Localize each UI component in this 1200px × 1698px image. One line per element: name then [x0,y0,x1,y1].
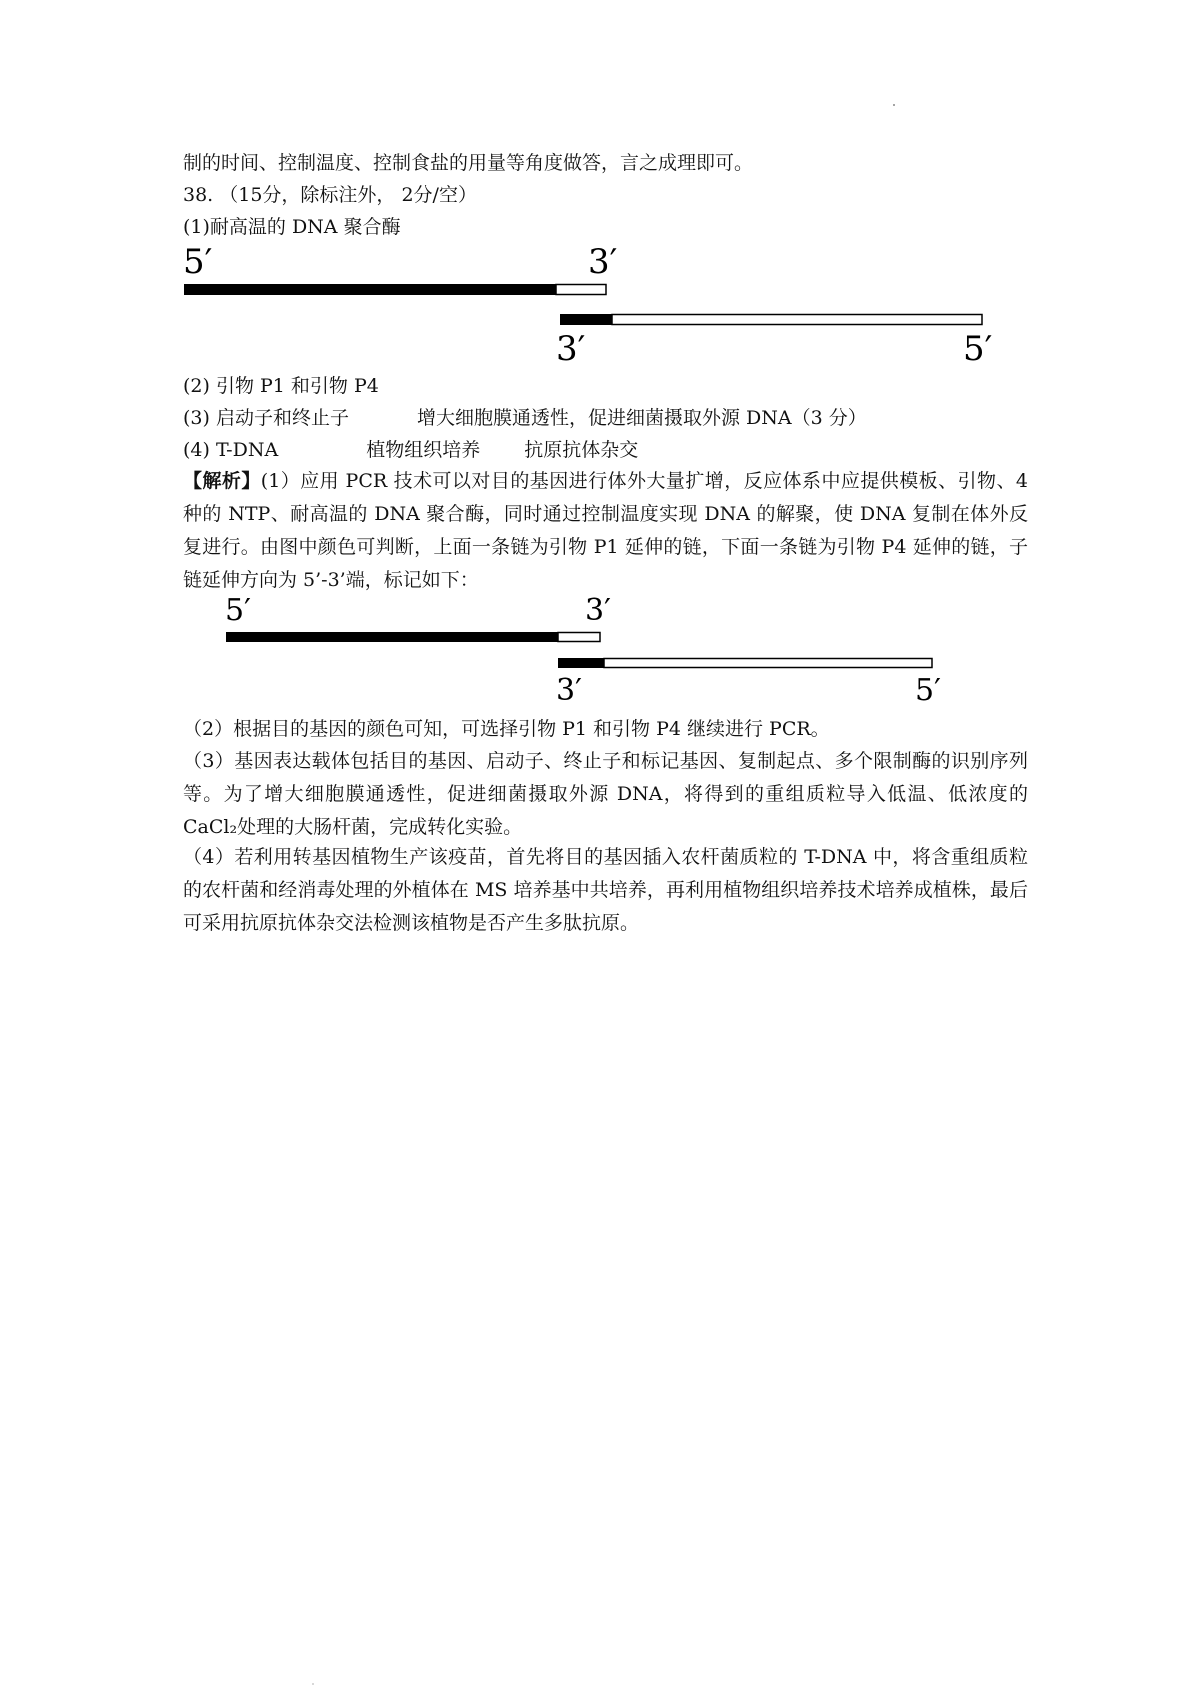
answer-4-part-3: 抗原抗体杂交 [524,439,639,461]
bottom-strand-template-segment [604,659,932,668]
label-5prime-top-left: 5′ [225,593,251,628]
answer-3-part-1: (3) 启动子和终止子 [183,407,349,429]
answer-4-part-2: 植物组织培养 [366,439,481,461]
label-5prime-bottom-right: 5′ [915,673,941,708]
analysis-paragraph-3: （3）基因表达载体包括目的基因、启动子、终止子和标记基因、复制起点、多个限制酶的识别序列等。为了增大细胞膜通透性，促进细菌摄取外源 DNA，将得到的重组质粒导入低温、低浓度的 CaCl₂处理的大肠杆菌，完成转化实验。 [183,750,1028,838]
analysis-text-1: (1）应用 PCR 技术可以对目的基因进行体外大量扩增，反应体系中应提供模板、引物、4 种的 NTP、耐高温的 DNA 聚合酶，同时通过控制温度实现 DNA 的解聚，使 DNA 复制在体外反复进行。由图中颜色可判断，上面一条链为引物 P1 延伸的链，下面一条链为引物 P4 延伸的链，子链延伸方向为 5’-3’端，标记如下： [183,470,1028,591]
scan-speck [312,1683,314,1685]
answer-1: (1)耐高温的 DNA 聚合酶 [183,216,401,238]
analysis-paragraph-1 [183,465,1028,597]
label-5prime-top-left: 5′ [183,242,213,282]
label-3prime-top-right: 3′ [585,593,611,628]
answer-3-part-2: 增大细胞膜通透性，促进细菌摄取外源 DNA（3 分） [416,407,867,429]
label-3prime-top-right: 3′ [588,242,618,282]
top-strand-template-segment [556,285,606,295]
label-3prime-bottom-left: 3′ [556,329,586,369]
text-line-0: 制的时间、控制温度、控制食盐的用量等角度做答，言之成理即可。 [183,152,754,174]
scan-speck [893,104,895,106]
answer-3 [183,403,867,433]
answer-4 [183,435,638,465]
answer-2: (2) 引物 P1 和引物 P4 [183,375,379,397]
label-5prime-bottom-right: 5′ [963,329,993,369]
label-3prime-bottom-left: 3′ [556,673,582,708]
bottom-strand-primer-extension [560,314,612,325]
analysis-heading: 【解析】 [183,470,261,492]
top-strand-primer-extension [226,632,558,642]
analysis-paragraph-2: （2）根据目的基因的颜色可知，可选择引物 P1 和引物 P4 继续进行 PCR。 [183,718,830,740]
question-heading: 38. （15分，除标注外， 2分/空） [183,184,477,206]
bottom-strand-primer-extension [558,658,604,668]
top-strand-primer-extension [184,284,556,295]
analysis-paragraph-4: （4）若利用转基因植物生产该疫苗，首先将目的基因插入农杆菌质粒的 T-DNA 中，将含重组质粒的农杆菌和经消毒处理的外植体在 MS 培养基中共培养，再利用植物组织培养技术培养成植株，最后可采用抗原抗体杂交法检测该植物是否产生多肽抗原。 [183,846,1028,934]
bottom-strand-template-segment [612,315,982,325]
top-strand-template-segment [558,633,600,642]
answer-4-part-1: (4) T-DNA [183,439,279,461]
